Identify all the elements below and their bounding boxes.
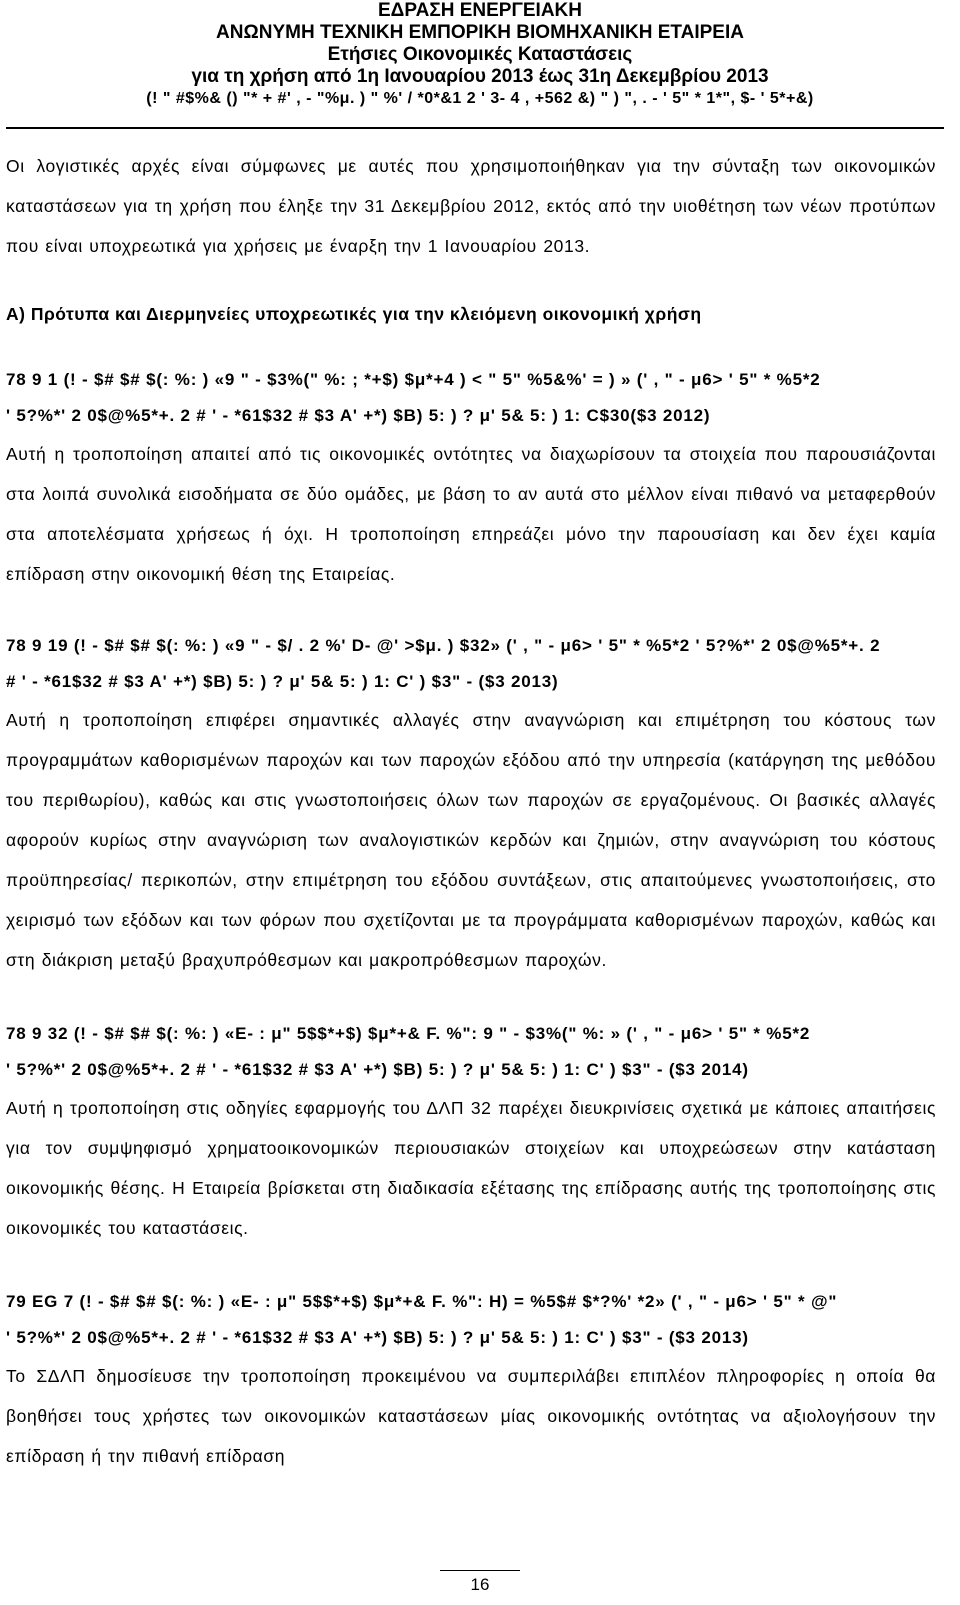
- page-number-divider: [440, 1570, 520, 1571]
- main-content: [6, 146, 936, 1476]
- company-name-line-1: ΕΔΡΑΣΗ ΕΝΕΡΓΕΙΑΚΗ: [378, 0, 582, 21]
- page-header: [0, 0, 960, 110]
- block4-paragraph: Το ΣΔΛΠ δημοσίευσε την τροποποίηση προκειμένου να συμπεριλάβει επιπλέον πληροφορίες η οποία θα βοηθήσει τους χρήστες των οικονομικών καταστάσεων μίας οικονομικής οντότητας να αξιολογήσουν την επίδραση ή την πιθανή επίδραση: [6, 1366, 936, 1466]
- block2-paragraph: Αυτή η τροποποίηση επιφέρει σημαντικές αλλαγές στην αναγνώριση και επιμέτρηση του κόστους των προγραμμάτων καθορισμένων παροχών και των παροχών εξόδου από την υπηρεσία (κατάργηση της μεθόδου του περιθωρίου), καθώς και στις γνωστοποιήσεις όλων των παροχών σε εργαζομένους. Οι βασικές αλλαγές αφορούν κυρίως στην αναγνώριση των αναλογιστικών κερδών και ζημιών, στην αναγνώριση του κόστους προϋπηρεσίας/ περικοπών, στην επιμέτρηση του εξόδου συντάξεων, στις απαιτούμενες γνωστοποιήσεις, στο χειρισμό των εξόδων και των φόρων που σχετίζονται με τα προγράμματα καθορισμένων παροχών, καθώς και στη διάκριση μεταξύ βραχυπρόθεσμων και μακροπρόθεσμων παροχών.: [6, 710, 936, 970]
- intro-paragraph: Οι λογιστικές αρχές είναι σύμφωνες με αυτές που χρησιμοποιήθηκαν για την σύνταξη των οικονομικών καταστάσεων για τη χρήση που έληξε την 31 Δεκεμβρίου 2012, εκτός από την υιοθέτηση των νέων προτύπων που είναι υποχρεωτικά για χρήσεις με έναρξη την 1 Ιανουαρίου 2013.: [6, 156, 936, 256]
- block3-paragraph: Αυτή η τροποποίηση στις οδηγίες εφαρμογής του ΔΛΠ 32 παρέχει διευκρινίσεις σχετικά με κάποιες απαιτήσεις για τον συμψηφισμό χρηματοοικονομικών περιουσιακών στοιχείων και υποχρεώσεων στην κατάσταση οικονομικής θέσης. Η Εταιρεία βρίσκεται στη διαδικασία εξέτασης της επίδρασης αυτής της τροποποίησης στις οικονομικές του καταστάσεις.: [6, 1098, 936, 1238]
- section-a-title: Α) Πρότυπα και Διερμηνείες υποχρεωτικές για την κλειόμενη οικονομική χρήση: [6, 304, 702, 324]
- block2-heading-line-2: # ' - *61$32 # $3 A' +*) $B) 5: ) ? μ' 5& 5: ) 1: C' ) $3" - ($3 2013): [6, 672, 559, 691]
- page-number: 16: [470, 1575, 490, 1594]
- block2-heading-line-1: 78 9 19 (! - $# $# $(: %: ) «9 " - $/ . 2 %' D- @' >$μ. ) $32» (' , " - μ6> ' 5" * %5*2 ' 5?%*' 2 0$@%5*+. 2: [6, 636, 881, 655]
- block1-paragraph: Αυτή η τροποποίηση απαιτεί από τις οικονομικές οντότητες να διαχωρίσουν τα στοιχεία που παρουσιάζονται στα λοιπά συνολικά εισοδήματα σε δύο ομάδες, με βάση το αν αυτά στο μέλλον είναι πιθανό να μεταφερθούν στα αποτελέσματα χρήσεως ή όχι. Η τροποποίηση επηρεάζει μόνο την παρουσίαση και δεν έχει καμία επίδραση στην οικονομική θέση της Εταιρείας.: [6, 444, 936, 584]
- company-name-line-2: ΑΝΩΝΥΜΗ ΤΕΧΝΙΚΗ ΕΜΠΟΡΙΚΗ ΒΙΟΜΗΧΑΝΙΚΗ ΕΤΑΙΡΕΙΑ: [216, 22, 744, 43]
- block3-heading-line-2: ' 5?%*' 2 0$@%5*+. 2 # ' - *61$32 # $3 A' +*) $B) 5: ) ? μ' 5& 5: ) 1: C' ) $3" - ($3 2014): [6, 1060, 749, 1079]
- reporting-period: για τη χρήση από 1η Ιανουαρίου 2013 έως 31η Δεκεμβρίου 2013: [191, 66, 769, 87]
- block3-heading-line-1: 78 9 32 (! - $# $# $(: %: ) «E- : μ" 5$$*+$) $μ*+& F. %": 9 " - $3%(" %: » (' , " - μ6> ' 5" * %5*2: [6, 1024, 811, 1043]
- block4-heading-line-2: ' 5?%*' 2 0$@%5*+. 2 # ' - *61$32 # $3 A' +*) $B) 5: ) ? μ' 5& 5: ) 1: C' ) $3" - ($3 2013): [6, 1328, 749, 1347]
- document-title: Ετήσιες Οικονομικές Καταστάσεις: [327, 44, 633, 65]
- block1-heading-line-2: ' 5?%*' 2 0$@%5*+. 2 # ' - *61$32 # $3 A' +*) $B) 5: ) ? μ' 5& 5: ) 1: C$30($3 2012): [6, 406, 711, 425]
- header-encoded-line: (! " #$%& () "* + #' , - "%μ. ) " %' / *0*&1 2 ' 3- 4 , +562 &) " ) ", . - ' 5" * 1*", $- ' 5*+&): [146, 90, 814, 107]
- block1-heading-line-1: 78 9 1 (! - $# $# $(: %: ) «9 " - $3%(" %: ; *+$) $μ*+4 ) < " 5" %5&%' = ) » (' , " - μ6> ' 5" * %5*2: [6, 370, 821, 389]
- block4-heading-line-1: 79 EG 7 (! - $# $# $(: %: ) «E- : μ" 5$$*+$) $μ*+& F. %": H) = %5$# $*?%' *2» (' , " - μ6> ' 5" * @": [6, 1292, 838, 1311]
- header-divider: [6, 127, 944, 129]
